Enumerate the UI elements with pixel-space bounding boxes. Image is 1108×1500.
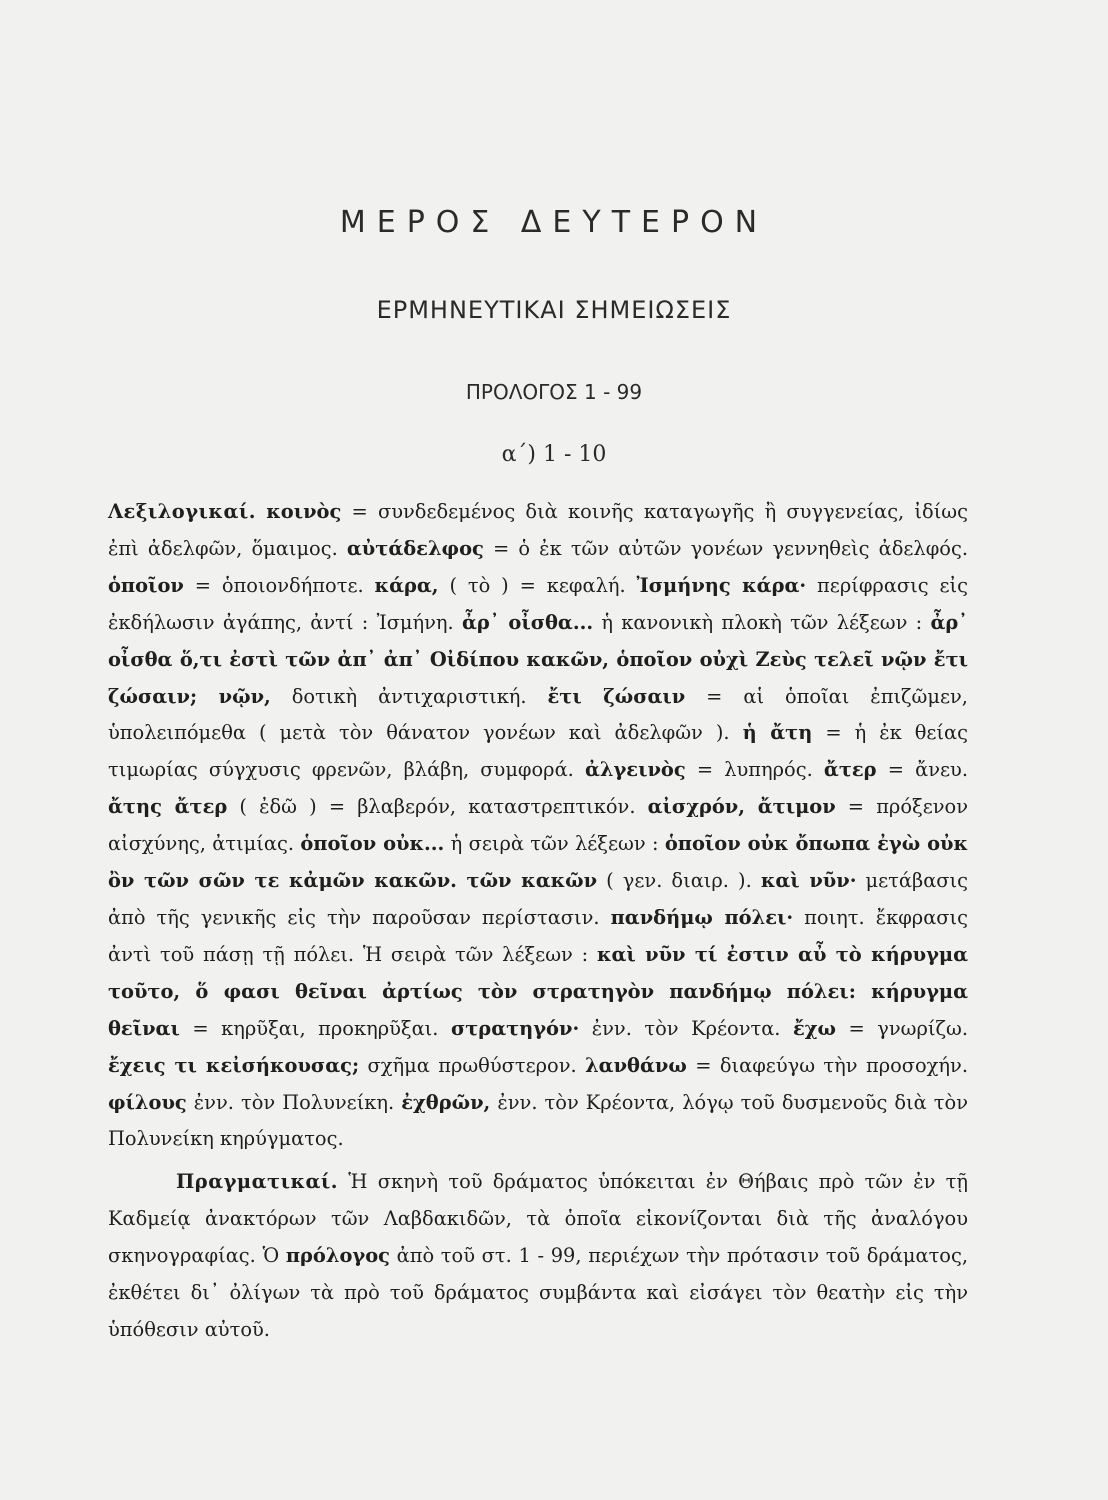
term: φίλους xyxy=(108,1090,187,1114)
text-run: Ἡ σκηνὴ τοῦ δράματος ὑπόκειται ἐν Θήβαις πρὸ τῶν ἐν τῇ Καδμείᾳ ἀνακτόρων τῶν Λαβδακιδῶν, τὰ ὁποῖα εἰκονίζονται διὰ τῆς ἀναλόγου σκηνογραφίας. Ὁ xyxy=(108,1170,968,1268)
term: ἔχω xyxy=(793,1016,837,1040)
term: ἆρ᾿ οἶσθα ὅ,τι ἐστὶ τῶν ἀπ᾿ ἀπ᾿ Οἰδίπου κακῶν, ὁποῖον οὐχὶ Ζεὺς τελεῖ νῷν ἔτι ζώσαιν; νῷν, xyxy=(108,610,968,708)
text-run: = πρόξενον αἰσχύνης, ἀτιμίας. xyxy=(108,795,968,856)
text-run: σχῆμα πρωθύστερον. xyxy=(359,1053,586,1077)
label-lexical: Λεξιλογικαί. xyxy=(108,500,257,523)
factual-notes-paragraph xyxy=(108,1164,968,1349)
part-title: ΜΕΡΟΣ ΔΕΥΤΕΡΟΝ xyxy=(339,205,769,240)
text-run: = ὁ ἐκ τῶν αὐτῶν γονέων γεννηθεὶς ἀδελφός. xyxy=(483,536,968,560)
text-run: ἡ κανονικὴ πλοκὴ τῶν λέξεων : xyxy=(593,610,931,634)
text-run: = ἄνευ. xyxy=(876,758,968,782)
text-run: ( ἐδῶ ) = βλαβερόν, καταστρεπτικόν. xyxy=(227,795,648,819)
term: ἡ ἄτη xyxy=(742,721,813,745)
term: λανθάνω xyxy=(585,1053,687,1077)
text-run: ( τὸ ) = κεφαλή. xyxy=(438,573,637,597)
text-run: δοτικὴ ἀντιχαριστική. xyxy=(270,684,548,708)
term: ἄτερ xyxy=(823,758,877,782)
term: ὁποῖον οὐκ ὄπωπα ἐγὼ οὐκ ὂν τῶν σῶν τε κἀμῶν κακῶν. τῶν κακῶν xyxy=(108,832,969,893)
text-run: = κηρῦξαι, προκηρῦξαι. xyxy=(179,1016,451,1040)
lexical-notes-paragraph xyxy=(108,494,968,1158)
term: στρατηγόν· xyxy=(450,1016,580,1040)
text-run: ἐνν. τὸν Κρέοντα. xyxy=(579,1016,793,1040)
text-run: = γνωρίζω. xyxy=(836,1016,968,1040)
term: καὶ νῦν τί ἐστιν αὖ τὸ κήρυγμα τοῦτο, ὅ φασι θεῖναι ἀρτίως τὸν στρατηγὸν πανδήμῳ πόλει: κήρυγμα θεῖναι xyxy=(108,942,969,1040)
term: ὁποῖον οὐκ... xyxy=(300,832,445,856)
term: ἀλγεινὸς xyxy=(584,758,686,782)
term: πρόλογος xyxy=(285,1244,390,1268)
text-run: ( γεν. διαιρ. ). xyxy=(597,869,761,893)
term: ἄτης ἄτερ xyxy=(108,795,228,819)
prologue-heading: ΠΡΟΛΟΓΟΣ 1 - 99 xyxy=(465,380,643,404)
text-run: = διαφεύγω τὴν προσοχήν. xyxy=(686,1053,969,1077)
text-run: ἐνν. τὸν Πολυνείκη. xyxy=(186,1090,402,1114)
text-run: ἐνν. τὸν Κρέοντα, λόγῳ τοῦ δυσμενοῦς διὰ τὸν Πολυνείκη κηρύγματος. xyxy=(108,1090,968,1151)
label-factual: Πραγματικαί. xyxy=(176,1170,339,1194)
term: ἔτι ζώσαιν xyxy=(547,684,686,708)
text-run: = αἱ ὁποῖαι ἐπιζῶμεν, ὑπολειπόμεθα ( μετὰ τὸν θάνατον γονέων καὶ ἀδελφῶν ). xyxy=(108,684,968,745)
text-run: ἡ σειρὰ τῶν λέξεων : xyxy=(444,832,665,856)
text-run: = ὁποιονδήποτε. xyxy=(183,573,375,597)
term: κοινὸς xyxy=(266,500,342,523)
text-run: περίφρασις εἰς ἐκδήλωσιν ἀγάπης, ἀντί : Ἰσμήνη. xyxy=(108,573,968,634)
term: αὐτάδελφος xyxy=(346,536,484,560)
text-run: = συνδεδεμένος διὰ κοινῆς καταγωγῆς ἢ συγγενείας, ἰδίως ἐπὶ ἀδελφῶν, ὅμαιμος. xyxy=(108,500,968,560)
term: Ἰσμήνης κάρα· xyxy=(636,573,807,597)
text-run: ποιητ. ἔκφρασις ἀντὶ τοῦ πάσῃ τῇ πόλει. Ἡ σειρὰ τῶν λέξεων : xyxy=(108,905,968,966)
text-run: = ἡ ἐκ θείας τιμωρίας σύγχυσις φρενῶν, βλάβη, συμφορά. xyxy=(108,721,968,782)
subsection-heading: α΄) 1 - 10 xyxy=(501,442,607,467)
text-run: μετάβασις ἀπὸ τῆς γενικῆς εἰς τὴν παροῦσαν περίστασιν. xyxy=(108,869,968,929)
term: ἆρ᾿ οἶσθα... xyxy=(462,610,594,634)
section-title: ΕΡΜΗΝΕΥΤΙΚΑΙ ΣΗΜΕΙΩΣΕΙΣ xyxy=(376,296,732,324)
text-run xyxy=(256,500,266,523)
term: ἔχεις τι κεἰσήκουσας; xyxy=(108,1053,360,1077)
term: καὶ νῦν· xyxy=(760,869,857,893)
term: ὁποῖον xyxy=(108,573,184,597)
term: ἐχθρῶν, xyxy=(401,1090,491,1114)
commentary-body xyxy=(108,494,968,1349)
text-run: ἀπὸ τοῦ στ. 1 - 99, περιέχων τὴν πρότασιν τοῦ δράματος, ἐκθέτει δι᾿ ὀλίγων τὰ πρὸ τοῦ δράματος συμβάντα καὶ εἰσάγει τὸν θεατὴν εἰς τὴν ὑπόθεσιν αὐτοῦ. xyxy=(108,1244,969,1341)
term: πανδήμῳ πόλει· xyxy=(610,905,794,929)
text-run: = λυπηρός. xyxy=(685,758,824,782)
term: αἰσχρόν, ἄτιμον xyxy=(647,795,836,819)
term: κάρα, xyxy=(374,573,439,597)
